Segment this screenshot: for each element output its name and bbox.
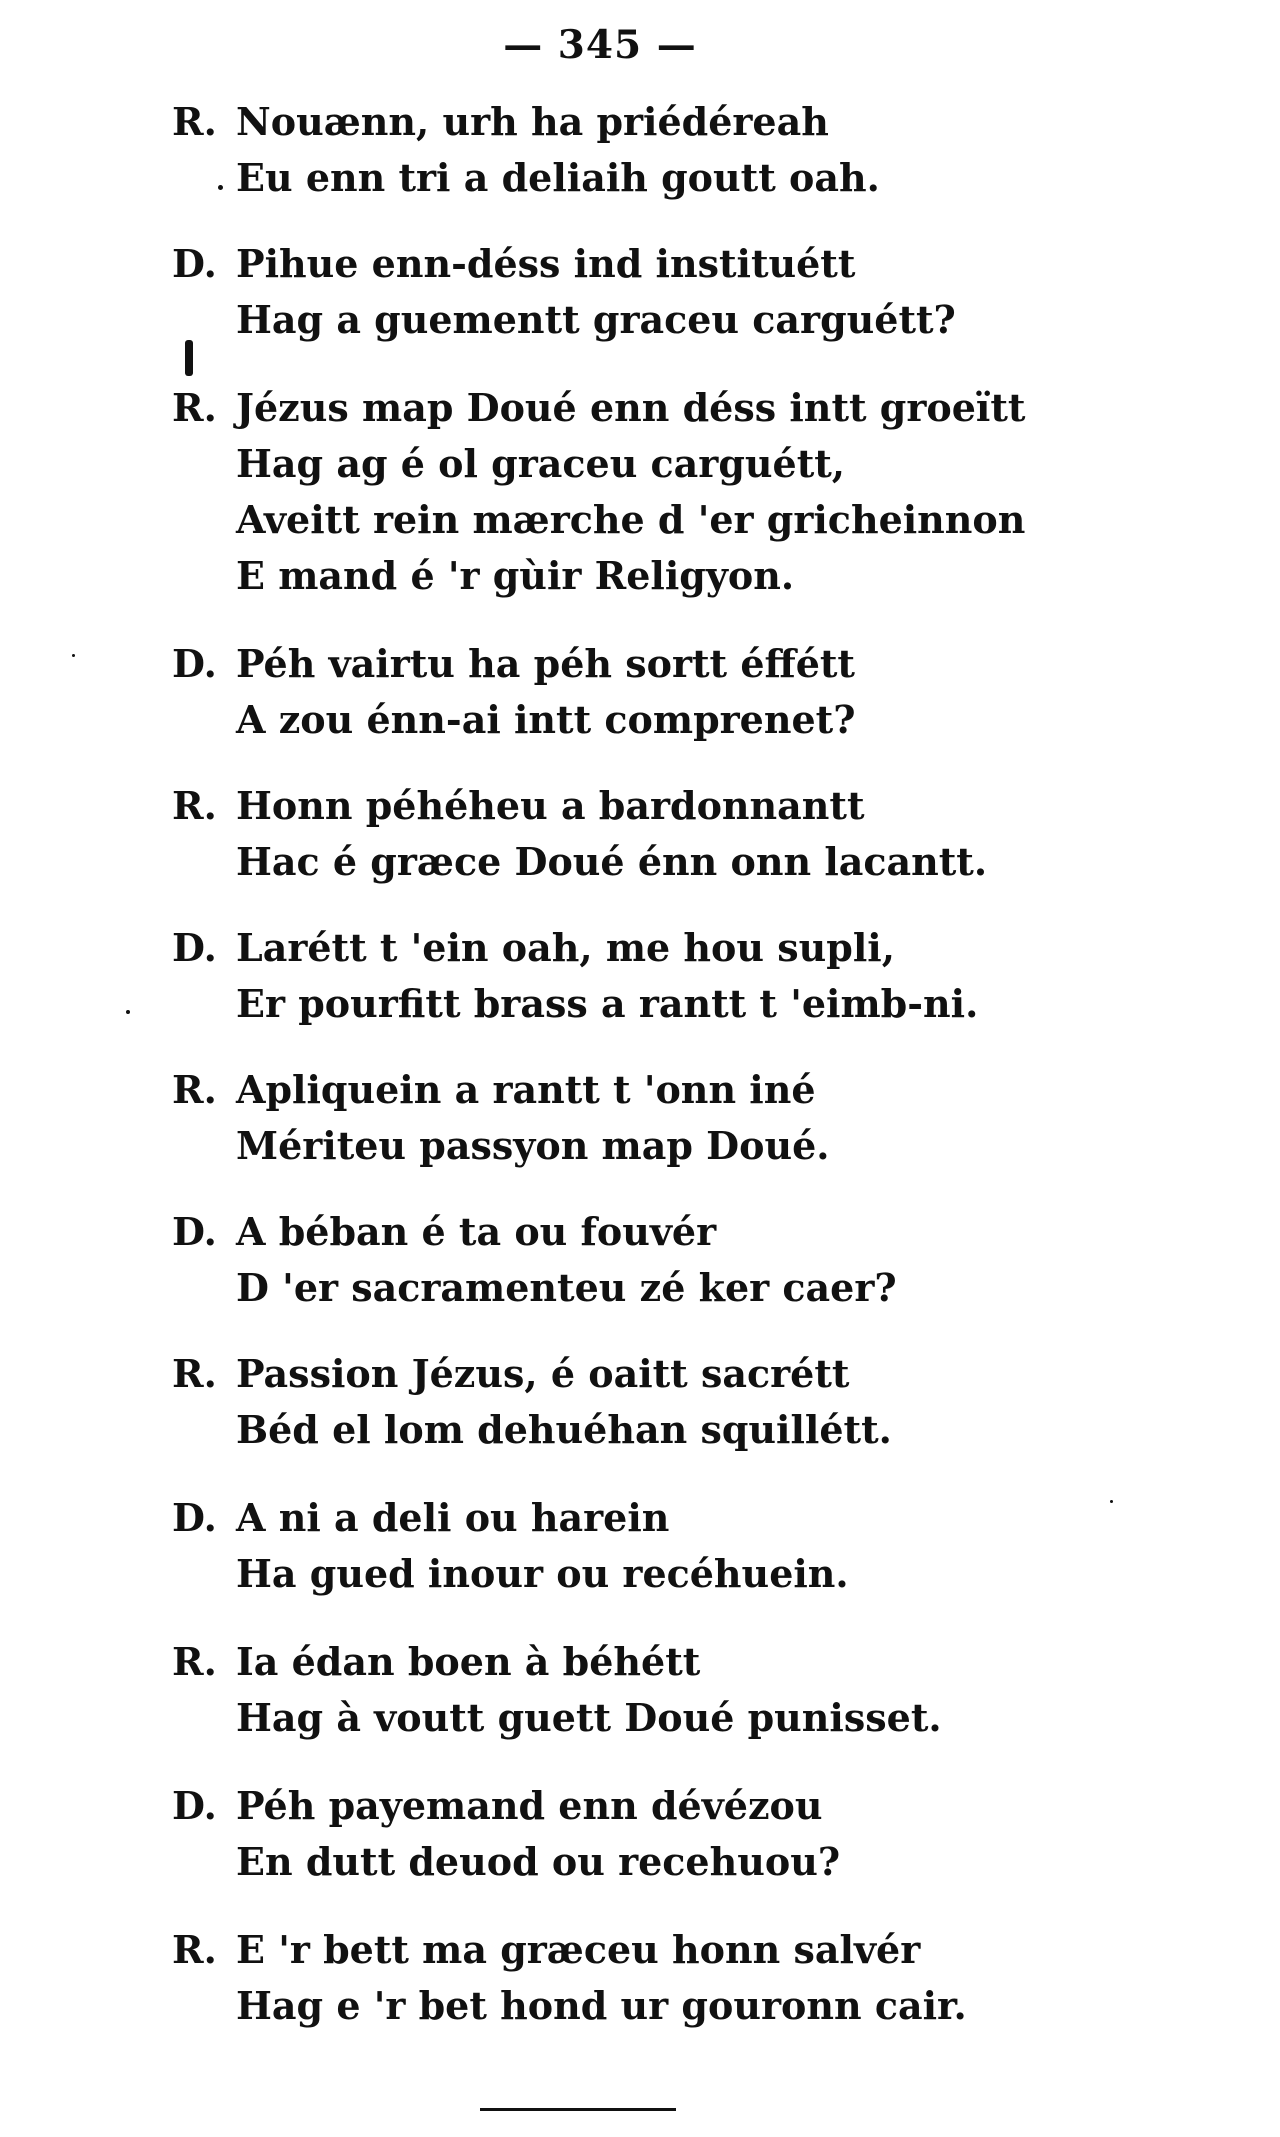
ink-speck: [218, 185, 223, 190]
verse-text: Pihue enn-déss ind instituétt: [236, 241, 856, 286]
stanza-8: [172, 1204, 1172, 1316]
speaker-label: D.: [172, 1209, 217, 1254]
verse-text: Larétt t 'ein oah, me hou supli,: [236, 925, 895, 970]
verse-line: [172, 548, 1172, 604]
stanza-13: [172, 1922, 1172, 2034]
speaker-label: R.: [172, 1927, 217, 1972]
verse-line: [172, 1834, 1172, 1890]
verse-line: [172, 380, 1172, 436]
verse-text: A ni a deli ou harein: [236, 1495, 670, 1540]
speaker-label: R.: [172, 783, 217, 828]
verse-line: [172, 1346, 1172, 1402]
ink-mark: [185, 340, 193, 376]
verse-line: [172, 976, 1172, 1032]
verse-text: Nouænn, urh ha priédéreah: [236, 99, 829, 144]
verse-text: Mériteu passyon map Doué.: [236, 1123, 830, 1168]
verse-line: [172, 292, 1172, 348]
speaker-label: R.: [172, 99, 217, 144]
verse-text: Ha gued inour ou recéhuein.: [236, 1551, 849, 1596]
verse-text: Ia édan boen à béhétt: [236, 1639, 701, 1684]
verse-line: [172, 236, 1172, 292]
verse-line: [172, 436, 1172, 492]
verse-text: Apliquein a rantt t 'onn iné: [236, 1067, 816, 1112]
ink-speck: [126, 1010, 130, 1014]
verse-text: Péh payemand enn dévézou: [236, 1783, 823, 1828]
verse-line: [172, 1204, 1172, 1260]
speaker-label: R.: [172, 1639, 217, 1684]
verse-text: Jézus map Doué enn déss intt groeïtt: [236, 385, 1026, 430]
verse-text: E 'r bett ma græceu honn salvér: [236, 1927, 921, 1972]
verse-line: [172, 1546, 1172, 1602]
verse-line: [172, 692, 1172, 748]
verse-text: Passion Jézus, é oaitt sacrétt: [236, 1351, 850, 1396]
stanza-3: [172, 380, 1172, 604]
stanza-6: [172, 920, 1172, 1032]
verse-text: E mand é 'r gùir Religyon.: [236, 553, 795, 598]
verse-line: [172, 1690, 1172, 1746]
verse-line: [172, 1778, 1172, 1834]
verse-line: [172, 1260, 1172, 1316]
stanza-12: [172, 1778, 1172, 1890]
verse-text: En dutt deuod ou recehuou?: [236, 1839, 841, 1884]
speaker-label: D.: [172, 241, 217, 286]
verse-text: Honn péhéheu a bardonnantt: [236, 783, 865, 828]
verse-line: [172, 1922, 1172, 1978]
verse-line: [172, 636, 1172, 692]
verse-text: A béban é ta ou fouvér: [236, 1209, 717, 1254]
verse-text: A zou énn-ai intt comprenet?: [236, 697, 856, 742]
speaker-label: D.: [172, 641, 217, 686]
speaker-label: R.: [172, 1067, 217, 1112]
speaker-label: D.: [172, 925, 217, 970]
speaker-label: R.: [172, 385, 217, 430]
stanza-2: [172, 236, 1172, 348]
verse-line: [172, 920, 1172, 976]
verse-line: [172, 1118, 1172, 1174]
verse-text: Hac é græce Doué énn onn lacantt.: [236, 839, 988, 884]
verse-line: [172, 492, 1172, 548]
speaker-label: D.: [172, 1783, 217, 1828]
verse-text: Hag a guementt graceu carguétt?: [236, 297, 956, 342]
stanza-5: [172, 778, 1172, 890]
verse-line: [172, 834, 1172, 890]
verse-text: Hag ag é ol graceu carguétt,: [236, 441, 846, 486]
verse-text: Eu enn tri a deliaih goutt oah.: [236, 155, 880, 200]
stanza-9: [172, 1346, 1172, 1458]
verse-line: [172, 1062, 1172, 1118]
stanza-4: [172, 636, 1172, 748]
verse-text: Péh vairtu ha péh sortt éffétt: [236, 641, 855, 686]
verse-text: Er pourfitt brass a rantt t 'eimb-ni.: [236, 981, 979, 1026]
verse-text: Béd el lom dehuéhan squillétt.: [236, 1407, 892, 1452]
verse-line: [172, 150, 1172, 206]
stanza-1: [172, 94, 1172, 206]
verse-line: [172, 778, 1172, 834]
verse-line: [172, 1402, 1172, 1458]
speaker-label: D.: [172, 1495, 217, 1540]
verse-line: [172, 1634, 1172, 1690]
closing-rule: [480, 2108, 676, 2111]
stanza-10: [172, 1490, 1172, 1602]
page-number: — 345 —: [503, 22, 697, 68]
ink-speck: [72, 654, 75, 657]
stanza-11: [172, 1634, 1172, 1746]
stanza-7: [172, 1062, 1172, 1174]
verse-text: Aveitt rein mærche d 'er gricheinnon: [236, 497, 1026, 542]
verse-text: Hag à voutt guett Doué punisset.: [236, 1695, 942, 1740]
verse-text: D 'er sacramenteu zé ker caer?: [236, 1265, 897, 1310]
speaker-label: R.: [172, 1351, 217, 1396]
verse-line: [172, 1490, 1172, 1546]
ink-speck: [1110, 1500, 1113, 1503]
verse-line: [172, 94, 1172, 150]
verse-text: Hag e 'r bet hond ur gouronn cair.: [236, 1983, 967, 2028]
verse-line: [172, 1978, 1172, 2034]
